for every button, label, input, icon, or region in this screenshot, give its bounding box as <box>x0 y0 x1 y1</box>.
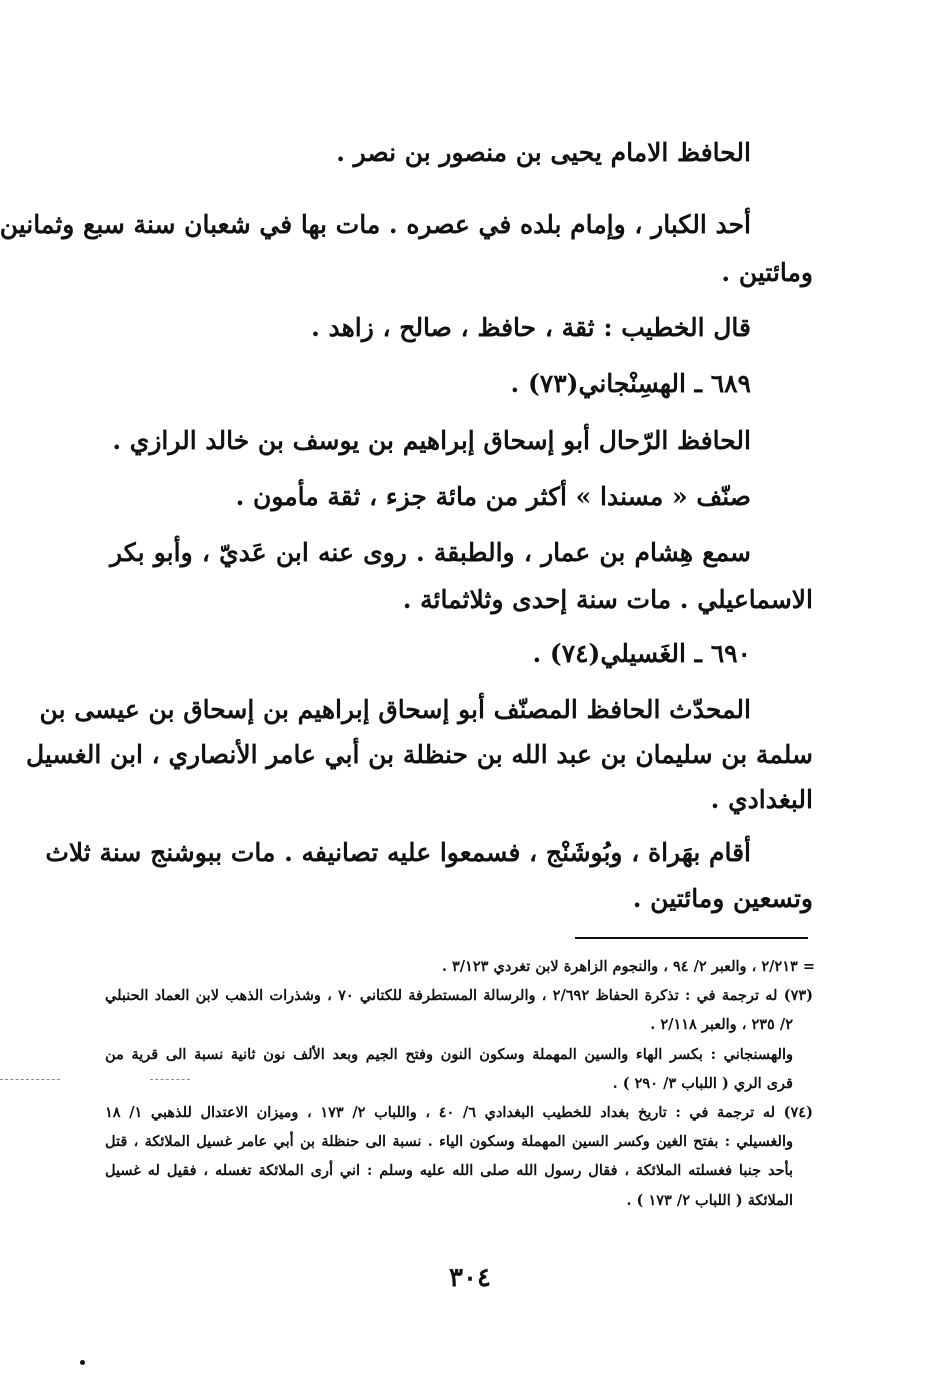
body-line: سمع هِشام بن عمار ، والطبقة . روى عنه ابن عَديّ ، وأبو بكر <box>110 538 751 567</box>
body-line: أقام بهَراة ، وبُوشَنْج ، فسمعوا عليه تصانيفه . مات ببوشنج سنة ثلاث <box>45 838 751 867</box>
footnote-line: ٢/ ٢٣٥ ، والعبر ٢/١١٨ . <box>650 1016 793 1033</box>
scan-speck <box>80 1360 85 1365</box>
scan-mark <box>0 1079 60 1080</box>
body-line: الحافظ الامام يحيى بن منصور بن نصر . <box>336 138 751 167</box>
body-line: صنّف « مسندا » أكثر من مائة جزء ، ثقة مأمون . <box>235 482 751 511</box>
body-line: الحافظ الرّحال أبو إسحاق إبراهيم بن يوسف بن خالد الرازي . <box>112 426 751 455</box>
body-line: المحدّث الحافظ المصنّف أبو إسحاق إبراهيم بن إسحاق بن عيسى بن <box>39 695 751 724</box>
body-line: سلمة بن سليمان بن عبد الله بن حنظلة بن أبي عامر الأنصاري ، ابن الغسيل <box>25 740 813 769</box>
footnote-line: قرى الري ( اللباب ٣/ ٢٩٠ ) . <box>612 1075 793 1092</box>
body-line: البغدادي . <box>710 785 813 814</box>
footnote-line: والهسنجاني : بكسر الهاء والسين المهملة وسكون النون وفتح الجيم وبعد الألف نون ثانية نسبة الى قرية من <box>105 1046 793 1063</box>
entry-heading: ٦٩٠ ـ الغَسيلي(٧٤) . <box>532 639 751 668</box>
body-line: الاسماعيلي . مات سنة إحدى وثلاثمائة . <box>402 585 813 614</box>
page-number: ٣٠٤ <box>449 1263 491 1293</box>
body-line: ومائتين . <box>721 258 813 287</box>
footnote-separator <box>575 937 808 939</box>
body-line: وتسعين ومائتين . <box>632 884 813 913</box>
footnote-line: والغسيلي : بفتح الغين وكسر السين المهملة وسكون الياء . نسبة الى حنظلة بن أبي عامر غسيل الملائكة ، قتل <box>105 1133 793 1150</box>
footnote-line: (٧٤) له ترجمة في : تاريخ بغداد للخطيب البغدادي ٦/ ٤٠ ، واللباب ٢/ ١٧٣ ، وميزان الاعتدال للذهبي ١/ ١٨ <box>105 1104 813 1121</box>
scan-mark <box>150 1079 190 1080</box>
body-line: أحد الكبار ، وإمام بلده في عصره . مات بها في شعبان سنة سبع وثمانين <box>0 210 751 239</box>
footnote-line: الملائكة ( اللباب ٢/ ١٧٣ ) . <box>626 1192 793 1209</box>
entry-heading: ٦٨٩ ـ الهسِنْجاني(٧٣) . <box>510 369 751 398</box>
footnote-line: = ٢/٢١٣ ، والعبر ٢/ ٩٤ ، والنجوم الزاهرة لابن تغردي ٣/١٢٣ . <box>441 958 815 975</box>
footnote-line: بأحد جنبا فغسلته الملائكة ، فقال رسول الله صلى الله عليه وسلم : اني أرى الملائكة تغسله ، فقيل له غسيل <box>105 1162 793 1179</box>
body-line: قال الخطيب : ثقة ، حافظ ، صالح ، زاهد . <box>311 313 751 342</box>
footnote-line: (٧٣) له ترجمة في : تذكرة الحفاظ ٢/٦٩٢ ، والرسالة المستطرفة للكتاني ٧٠ ، وشذرات الذهب لابن العماد الحنبلي <box>105 987 814 1004</box>
